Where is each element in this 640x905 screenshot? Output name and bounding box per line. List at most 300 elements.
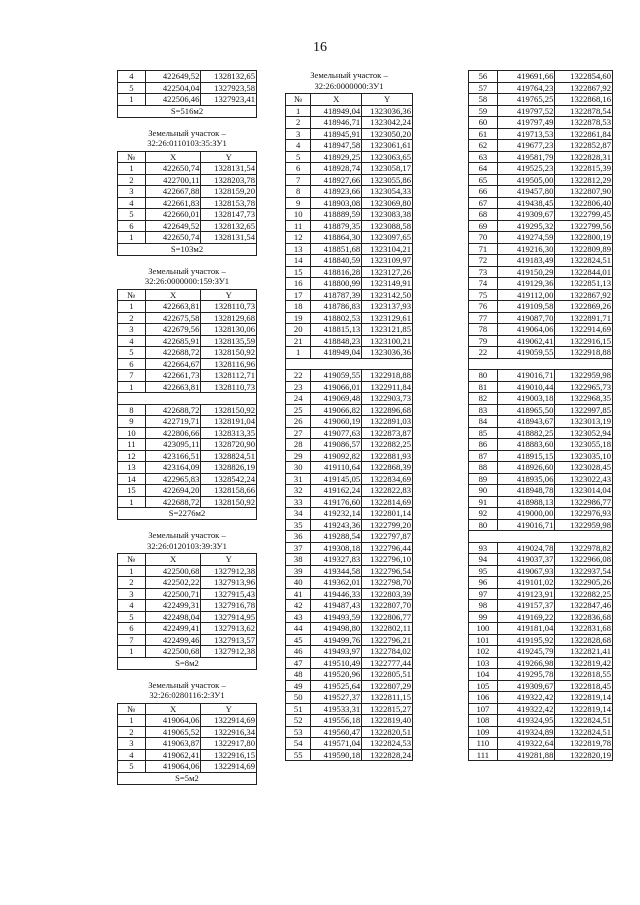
- section-title-line1: Земельный участок –: [148, 679, 226, 690]
- coord-y: 1323042,24: [362, 117, 413, 129]
- coord-x: 419195,92: [497, 634, 555, 646]
- coord-x: 419037,37: [497, 554, 555, 566]
- coord-y: 1322828,31: [555, 151, 613, 163]
- table-row: [286, 117, 413, 129]
- table-row: [286, 140, 413, 152]
- point-number: 22: [286, 370, 311, 382]
- coord-y: 1323052,94: [555, 427, 613, 439]
- table-row: [286, 324, 413, 336]
- table-row: [286, 105, 413, 117]
- table-row: [286, 209, 413, 221]
- coord-x: 419101,02: [497, 577, 555, 589]
- section-title-line1: Земельный участок –: [148, 127, 226, 138]
- coord-x: 419059,55: [311, 370, 362, 382]
- coord-y: 1322878,53: [555, 117, 613, 129]
- coord-x: 418949,04: [311, 105, 362, 117]
- coord-y: 1322820,19: [555, 749, 613, 761]
- coord-x: 419446,33: [311, 588, 362, 600]
- coord-x: 422500,68: [145, 646, 201, 658]
- coord-y: 1322798,70: [362, 577, 413, 589]
- section-title-line2: 32:26:0120103:39:ЗУ1: [147, 540, 227, 551]
- table-row: [118, 301, 257, 313]
- point-number: 106: [469, 692, 498, 704]
- coord-x: 419232,14: [311, 508, 362, 520]
- coord-x: 419322,64: [497, 738, 555, 750]
- coord-x: 419571,04: [311, 738, 362, 750]
- point-number: 3: [286, 128, 311, 140]
- table-row: [286, 623, 413, 635]
- table-row: [469, 174, 613, 186]
- table-row: [286, 634, 413, 646]
- table-row: [286, 289, 413, 301]
- point-number: 95: [469, 565, 498, 577]
- coord-y: 1322803,39: [362, 588, 413, 600]
- coord-x: 419067,93: [497, 565, 555, 577]
- table-row: [469, 140, 613, 152]
- coord-x: 418947,58: [311, 140, 362, 152]
- coord-x: 419590,18: [311, 749, 362, 761]
- coord-x: 419062,41: [145, 749, 201, 761]
- table-row: [286, 565, 413, 577]
- column-right: [468, 70, 613, 761]
- table-row: [118, 209, 257, 221]
- coord-y: 1322819,78: [555, 738, 613, 750]
- coord-y: 1322882,25: [555, 588, 613, 600]
- coord-y: 1328132,65: [201, 71, 257, 83]
- point-number: 85: [469, 427, 498, 439]
- point-number: 5: [118, 347, 146, 359]
- header-cell: X: [145, 703, 201, 715]
- coord-x: 419169,22: [497, 611, 555, 623]
- table-row: [286, 278, 413, 290]
- coord-y: 1323054,33: [362, 186, 413, 198]
- table-row: [286, 174, 413, 186]
- table-row: [286, 220, 413, 232]
- table-row: [286, 542, 413, 554]
- point-number: 84: [469, 416, 498, 428]
- coord-y: 1322819,14: [555, 692, 613, 704]
- coord-y: 1322815,39: [555, 163, 613, 175]
- coord-x: 422719,71: [145, 416, 201, 428]
- coordinate-table: [117, 70, 257, 106]
- coord-y: 1323142,50: [362, 289, 413, 301]
- table-row: [286, 680, 413, 692]
- table-row: [286, 427, 413, 439]
- coord-x: 422965,83: [145, 473, 201, 485]
- point-number: 29: [286, 450, 311, 462]
- coord-x: 418927,66: [311, 174, 362, 186]
- table-row: [118, 82, 257, 94]
- coord-x: 419797,49: [497, 117, 555, 129]
- coord-x: 418948,78: [497, 485, 555, 497]
- point-number: 1: [118, 715, 146, 727]
- point-number: 110: [469, 738, 498, 750]
- point-number: 19: [286, 312, 311, 324]
- header-cell: №: [286, 94, 311, 106]
- table-row: [118, 347, 257, 359]
- table-row: [286, 485, 413, 497]
- table-row: [469, 186, 613, 198]
- coord-x: 418889,59: [311, 209, 362, 221]
- table-row: [469, 749, 613, 761]
- coord-y: 1322799,20: [362, 519, 413, 531]
- coord-y: 1322802,11: [362, 623, 413, 635]
- table-row: [286, 669, 413, 681]
- coord-y: 1328824,51: [201, 450, 257, 462]
- point-number: 10: [118, 427, 146, 439]
- table-row: [469, 163, 613, 175]
- point-number: 35: [286, 519, 311, 531]
- coord-x: 422661,73: [145, 370, 201, 382]
- area-label: S=103м2: [117, 244, 257, 256]
- table-row: [469, 220, 613, 232]
- point-number: 1: [118, 381, 146, 393]
- point-number: 93: [469, 542, 498, 554]
- point-number: 14: [286, 255, 311, 267]
- point-number: 4: [118, 71, 146, 83]
- table-row: [469, 519, 613, 531]
- table-row: [286, 646, 413, 658]
- coord-x: 419560,47: [311, 726, 362, 738]
- table-row: [118, 94, 257, 106]
- point-number: 37: [286, 542, 311, 554]
- point-number: 3: [118, 186, 146, 198]
- coord-y: 1328150,92: [201, 496, 257, 508]
- coord-x: 422502,22: [145, 577, 201, 589]
- coord-x: 418851,68: [311, 243, 362, 255]
- coord-y: 1323104,21: [362, 243, 413, 255]
- point-number: 98: [469, 600, 498, 612]
- point-number: 42: [286, 600, 311, 612]
- point-number: 72: [469, 255, 498, 267]
- header-cell: Y: [201, 703, 257, 715]
- table-row: [469, 289, 613, 301]
- coord-x: 422649,52: [145, 71, 201, 83]
- coord-y: 1323013,19: [555, 416, 613, 428]
- coord-y: 1322896,68: [362, 404, 413, 416]
- point-number: 23: [286, 381, 311, 393]
- point-number: 109: [469, 726, 498, 738]
- coord-y: 1322818,55: [555, 669, 613, 681]
- table-row: [118, 761, 257, 773]
- coord-y: 1323121,85: [362, 324, 413, 336]
- coord-x: 422498,04: [145, 611, 201, 623]
- point-number: 16: [286, 278, 311, 290]
- point-number: 54: [286, 738, 311, 750]
- point-number: 102: [469, 646, 498, 658]
- point-number: 69: [469, 220, 498, 232]
- point-number: 45: [286, 634, 311, 646]
- coord-x: 419288,54: [311, 531, 362, 543]
- coord-y: 1323055,18: [555, 439, 613, 451]
- point-number: 14: [118, 473, 146, 485]
- coord-y: 1322799,45: [555, 209, 613, 221]
- point-number: 88: [469, 462, 498, 474]
- coord-y: 1322836,68: [555, 611, 613, 623]
- point-number: 11: [118, 439, 146, 451]
- coord-x: 419010,44: [497, 381, 555, 393]
- table-row: [286, 381, 413, 393]
- coord-y: 1328110,73: [201, 381, 257, 393]
- coord-y: 1328116,96: [201, 358, 257, 370]
- header-cell: X: [145, 289, 201, 301]
- coord-y: 1328542,24: [201, 473, 257, 485]
- coord-y: 1322819,42: [555, 657, 613, 669]
- coord-y: 1322818,45: [555, 680, 613, 692]
- coord-x: 419066,82: [311, 404, 362, 416]
- coord-x: 419274,59: [497, 232, 555, 244]
- coordinate-table: [117, 289, 257, 509]
- coord-y: 1323036,36: [362, 105, 413, 117]
- table-row: [286, 703, 413, 715]
- point-number: 1: [118, 163, 146, 175]
- coord-y: 1322796,44: [362, 542, 413, 554]
- coord-y: 1322867,92: [555, 289, 613, 301]
- coord-y: 1322805,51: [362, 669, 413, 681]
- table-row: [118, 496, 257, 508]
- point-number: 32: [286, 485, 311, 497]
- table-row: [469, 82, 613, 94]
- point-number: 1: [118, 646, 146, 658]
- coord-x: 422500,71: [145, 588, 201, 600]
- table-row: [286, 416, 413, 428]
- coord-y: 1322881,93: [362, 450, 413, 462]
- table-row: [286, 473, 413, 485]
- coord-x: 419016,71: [497, 519, 555, 531]
- coord-y: 1322918,88: [362, 370, 413, 382]
- coord-x: 419064,06: [145, 761, 201, 773]
- point-number: 11: [286, 220, 311, 232]
- section-title-line2: 32:26:0000000:3У1: [314, 80, 384, 91]
- table-header-row: [118, 151, 257, 163]
- table-row: [286, 347, 413, 359]
- blank-cell: [118, 393, 257, 405]
- coord-x: 419003,18: [497, 393, 555, 405]
- coord-y: 1322807,29: [362, 680, 413, 692]
- coord-y: 1322844,01: [555, 266, 613, 278]
- coord-x: 418787,39: [311, 289, 362, 301]
- coord-y: 1322917,80: [201, 738, 257, 750]
- coord-y: 1322905,26: [555, 577, 613, 589]
- coord-y: 1322824,51: [555, 715, 613, 727]
- coord-x: 418903,08: [311, 197, 362, 209]
- table-row: [286, 692, 413, 704]
- coord-y: 1323028,45: [555, 462, 613, 474]
- coord-y: 1323014,04: [555, 485, 613, 497]
- point-number: 15: [286, 266, 311, 278]
- coord-x: 422650,74: [145, 232, 201, 244]
- point-number: 56: [469, 71, 498, 83]
- table-row: [469, 542, 613, 554]
- coord-y: 1328313,35: [201, 427, 257, 439]
- coord-x: 419077,63: [311, 427, 362, 439]
- coord-x: 419322,42: [497, 703, 555, 715]
- coord-y: 1328130,06: [201, 324, 257, 336]
- point-number: 4: [118, 749, 146, 761]
- coord-y: 1322914,69: [201, 761, 257, 773]
- table-header-row: [118, 554, 257, 566]
- coord-y: 1323050,20: [362, 128, 413, 140]
- table-row: [118, 738, 257, 750]
- coord-y: 1322911,84: [362, 381, 413, 393]
- point-number: 4: [118, 197, 146, 209]
- coord-x: 418882,25: [497, 427, 555, 439]
- table-row: [286, 749, 413, 761]
- table-row: [469, 347, 613, 359]
- coord-y: 1323109,97: [362, 255, 413, 267]
- coord-y: 1327913,96: [201, 577, 257, 589]
- table-row: [469, 646, 613, 658]
- table-row: [286, 370, 413, 382]
- point-number: 53: [286, 726, 311, 738]
- coord-x: 418864,30: [311, 232, 362, 244]
- coord-x: 419324,95: [497, 715, 555, 727]
- table-row: [469, 243, 613, 255]
- coord-x: 419112,00: [497, 289, 555, 301]
- coord-y: 1323137,93: [362, 301, 413, 313]
- table-row: [118, 381, 257, 393]
- header-cell: Y: [362, 94, 413, 106]
- header-cell: №: [118, 151, 146, 163]
- coord-x: 422806,66: [145, 427, 201, 439]
- table-row: [469, 485, 613, 497]
- point-number: 76: [469, 301, 498, 313]
- coord-y: 1322851,13: [555, 278, 613, 290]
- coord-x: 418988,13: [497, 496, 555, 508]
- table-row: [469, 128, 613, 140]
- point-number: 5: [118, 761, 146, 773]
- table-row: [118, 324, 257, 336]
- coord-x: 422688,72: [145, 347, 201, 359]
- table-row: [286, 519, 413, 531]
- coord-y: 1322903,73: [362, 393, 413, 405]
- point-number: 101: [469, 634, 498, 646]
- coord-y: 1323061,61: [362, 140, 413, 152]
- table-row: [118, 634, 257, 646]
- coord-y: 1328135,59: [201, 335, 257, 347]
- table-row: [286, 577, 413, 589]
- table-header-row: [118, 703, 257, 715]
- coord-x: 418935,06: [497, 473, 555, 485]
- coord-x: 422664,67: [145, 358, 201, 370]
- coord-x: 419181,04: [497, 623, 555, 635]
- point-number: 6: [118, 623, 146, 635]
- point-number: 7: [118, 634, 146, 646]
- table-row: [469, 117, 613, 129]
- coord-x: 419060,19: [311, 416, 362, 428]
- table-row: [469, 473, 613, 485]
- point-number: 94: [469, 554, 498, 566]
- table-row: [286, 450, 413, 462]
- point-number: 10: [286, 209, 311, 221]
- coord-x: 419295,32: [497, 220, 555, 232]
- coord-x: 418965,50: [497, 404, 555, 416]
- table-row: [118, 174, 257, 186]
- header-cell: Y: [201, 554, 257, 566]
- point-number: 97: [469, 588, 498, 600]
- coord-x: 419498,80: [311, 623, 362, 635]
- coord-y: 1322819,40: [362, 715, 413, 727]
- table-row: [118, 577, 257, 589]
- coord-y: 1322796,21: [362, 634, 413, 646]
- point-number: 2: [118, 726, 146, 738]
- table-row: [286, 128, 413, 140]
- coord-y: 1322819,14: [555, 703, 613, 715]
- point-number: 103: [469, 657, 498, 669]
- coord-x: 419527,37: [311, 692, 362, 704]
- point-number: 62: [469, 140, 498, 152]
- coord-y: 1323055,86: [362, 174, 413, 186]
- point-number: 15: [118, 485, 146, 497]
- coord-x: 418928,74: [311, 163, 362, 175]
- header-cell: Y: [201, 289, 257, 301]
- point-number: 80: [469, 519, 498, 531]
- table-row: [286, 335, 413, 347]
- coord-x: 419309,67: [497, 680, 555, 692]
- coord-y: 1322914,69: [555, 324, 613, 336]
- table-row: [469, 105, 613, 117]
- point-number: 80: [469, 370, 498, 382]
- point-number: 30: [286, 462, 311, 474]
- coord-y: 1322821,41: [555, 646, 613, 658]
- header-cell: №: [118, 554, 146, 566]
- coord-y: 1328720,90: [201, 439, 257, 451]
- coord-x: 419525,23: [497, 163, 555, 175]
- point-number: 6: [286, 163, 311, 175]
- table-row: [118, 232, 257, 244]
- coord-y: 1322824,51: [555, 726, 613, 738]
- column-middle: [285, 70, 413, 761]
- point-number: 2: [118, 577, 146, 589]
- table-row: [469, 611, 613, 623]
- coord-y: 1322869,26: [555, 301, 613, 313]
- coord-y: 1323097,65: [362, 232, 413, 244]
- point-number: 6: [118, 220, 146, 232]
- table-row: [469, 197, 613, 209]
- point-number: 51: [286, 703, 311, 715]
- table-row: [118, 163, 257, 175]
- table-row: [118, 335, 257, 347]
- coord-y: 1322916,15: [201, 749, 257, 761]
- coord-x: 419024,78: [497, 542, 555, 554]
- point-number: 6: [118, 358, 146, 370]
- table-row: [469, 623, 613, 635]
- coord-y: 1322822,83: [362, 485, 413, 497]
- table-row: [118, 427, 257, 439]
- coord-x: 418786,83: [311, 301, 362, 313]
- table-header-row: [118, 289, 257, 301]
- coord-y: 1322873,87: [362, 427, 413, 439]
- coord-x: 418816,28: [311, 266, 362, 278]
- coord-y: 1323063,65: [362, 151, 413, 163]
- table-row: [469, 554, 613, 566]
- coord-x: 418802,53: [311, 312, 362, 324]
- point-number: 81: [469, 381, 498, 393]
- table-row: [469, 726, 613, 738]
- coord-x: 418915,15: [497, 450, 555, 462]
- coord-y: 1322812,29: [555, 174, 613, 186]
- coord-y: 1322968,35: [555, 393, 613, 405]
- point-number: 1: [118, 565, 146, 577]
- coord-y: 1322815,27: [362, 703, 413, 715]
- coord-y: 1322976,93: [555, 508, 613, 520]
- table-row: [118, 197, 257, 209]
- point-number: 50: [286, 692, 311, 704]
- point-number: 26: [286, 416, 311, 428]
- coord-y: 1327914,95: [201, 611, 257, 623]
- blank-row: [286, 358, 413, 370]
- coord-x: 418879,35: [311, 220, 362, 232]
